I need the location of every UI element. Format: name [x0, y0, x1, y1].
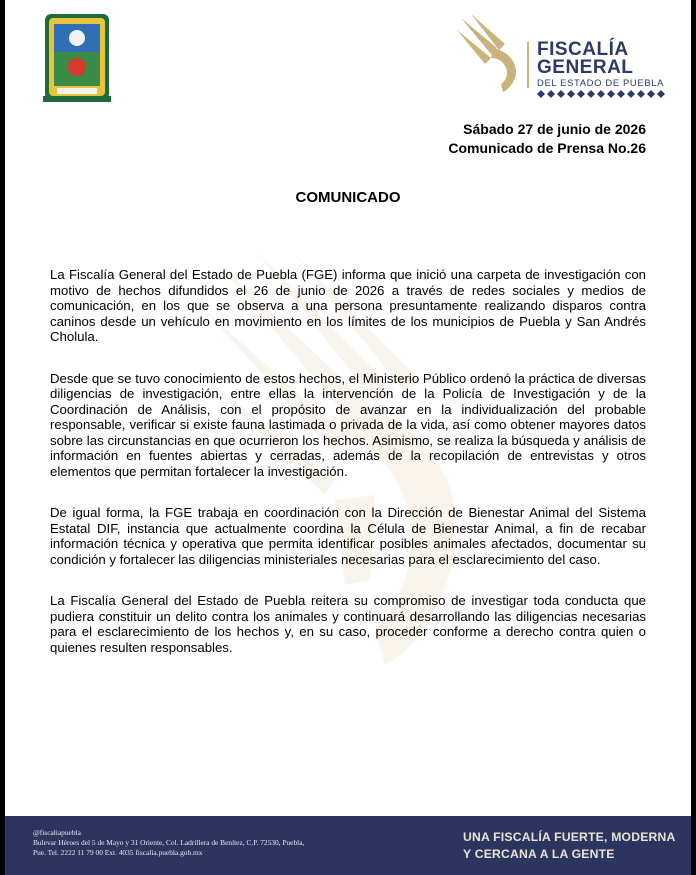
logo-fiscalia: FISCALÍA [537, 39, 629, 60]
paragraph-1: La Fiscalía General del Estado de Puebla (FGE) informa que inició una carpeta de investigación con motivo de hechos difundidos el 26 de junio de 2026 a través de redes sociales y medios de comunicación, en los que se observa a una persona presuntamente realizando disparos contra caninos desde un vehículo en movimiento en los límites de los municipios de Puebla y San Andrés Cholula. [50, 267, 646, 344]
footer-address-line-2: Pue. Tel. 2222 11 79 00 Ext. 4035 fiscalia.puebla.gob.mx [33, 848, 203, 857]
logo-general: GENERAL [537, 57, 634, 78]
document-body [50, 267, 646, 681]
release-date: Sábado 27 de junio de 2026 [463, 121, 646, 137]
fge-logo [457, 14, 672, 94]
paragraph-2: Desde que se tuvo conocimiento de estos hechos, el Ministerio Público ordenó la práctica de diversas diligencias de investigación, entre ellas la intervención de la Policía de Investigación y de la Coordinación de Análisis, con el propósito de avanzar en la individualización del probable responsable, verificar si existe fauna lastimada o privada de la vida, así como obtener mayores datos sobre las circunstancias en que ocurrieron los hechos. Asimismo, se realiza la búsqueda y análisis de información en fuentes abiertas y cerradas, además de la recopilación de entrevistas y otros elementos que permitan fortalecer la investigación. [50, 370, 646, 479]
logo-estado: DEL ESTADO DE PUEBLA [537, 78, 665, 89]
footer-slogan [463, 829, 688, 863]
date-block [448, 120, 646, 158]
logo-pattern-icon [537, 90, 665, 98]
puebla-coat-of-arms-icon [43, 12, 111, 106]
release-number: Comunicado de Prensa No.26 [448, 140, 646, 156]
press-release-page [5, 0, 691, 875]
eagle-head-logo-icon [457, 14, 529, 92]
footer-contact [33, 828, 363, 858]
document-title: COMUNICADO [295, 189, 401, 206]
paragraph-4: La Fiscalía General del Estado de Puebla reitera su compromiso de investigar toda conducta que pudiera constituir un delito contra los animales y continuará desarrollando las diligencias necesarias para el esclarecimiento de los hechos y, en su caso, proceder conforme a derecho contra quien o quienes resulten responsables. [50, 593, 646, 655]
slogan-line-2: Y CERCANA A LA GENTE [463, 847, 615, 861]
paragraph-3: De igual forma, la FGE trabaja en coordinación con la Dirección de Bienestar Animal del Sistema Estatal DIF, instancia que actualmente coordina la Célula de Bienestar Animal, a fin de recabar información técnica y operativa que permita identificar posibles animales afectados, documentar su condición y fortalecer las diligencias ministeriales necesarias para el esclarecimiento del caso. [50, 505, 646, 567]
logo-divider [527, 42, 529, 88]
slogan-line-1: UNA FISCALÍA FUERTE, MODERNA [463, 830, 676, 844]
footer-handle: @fiscaliapuebla [33, 828, 81, 837]
footer-bar [5, 816, 691, 875]
footer-address-line-1: Bulevar Héroes del 5 de Mayo y 31 Oriente, Col. Ladrillera de Benítez, C.P. 72530, Puebla, [33, 838, 305, 847]
